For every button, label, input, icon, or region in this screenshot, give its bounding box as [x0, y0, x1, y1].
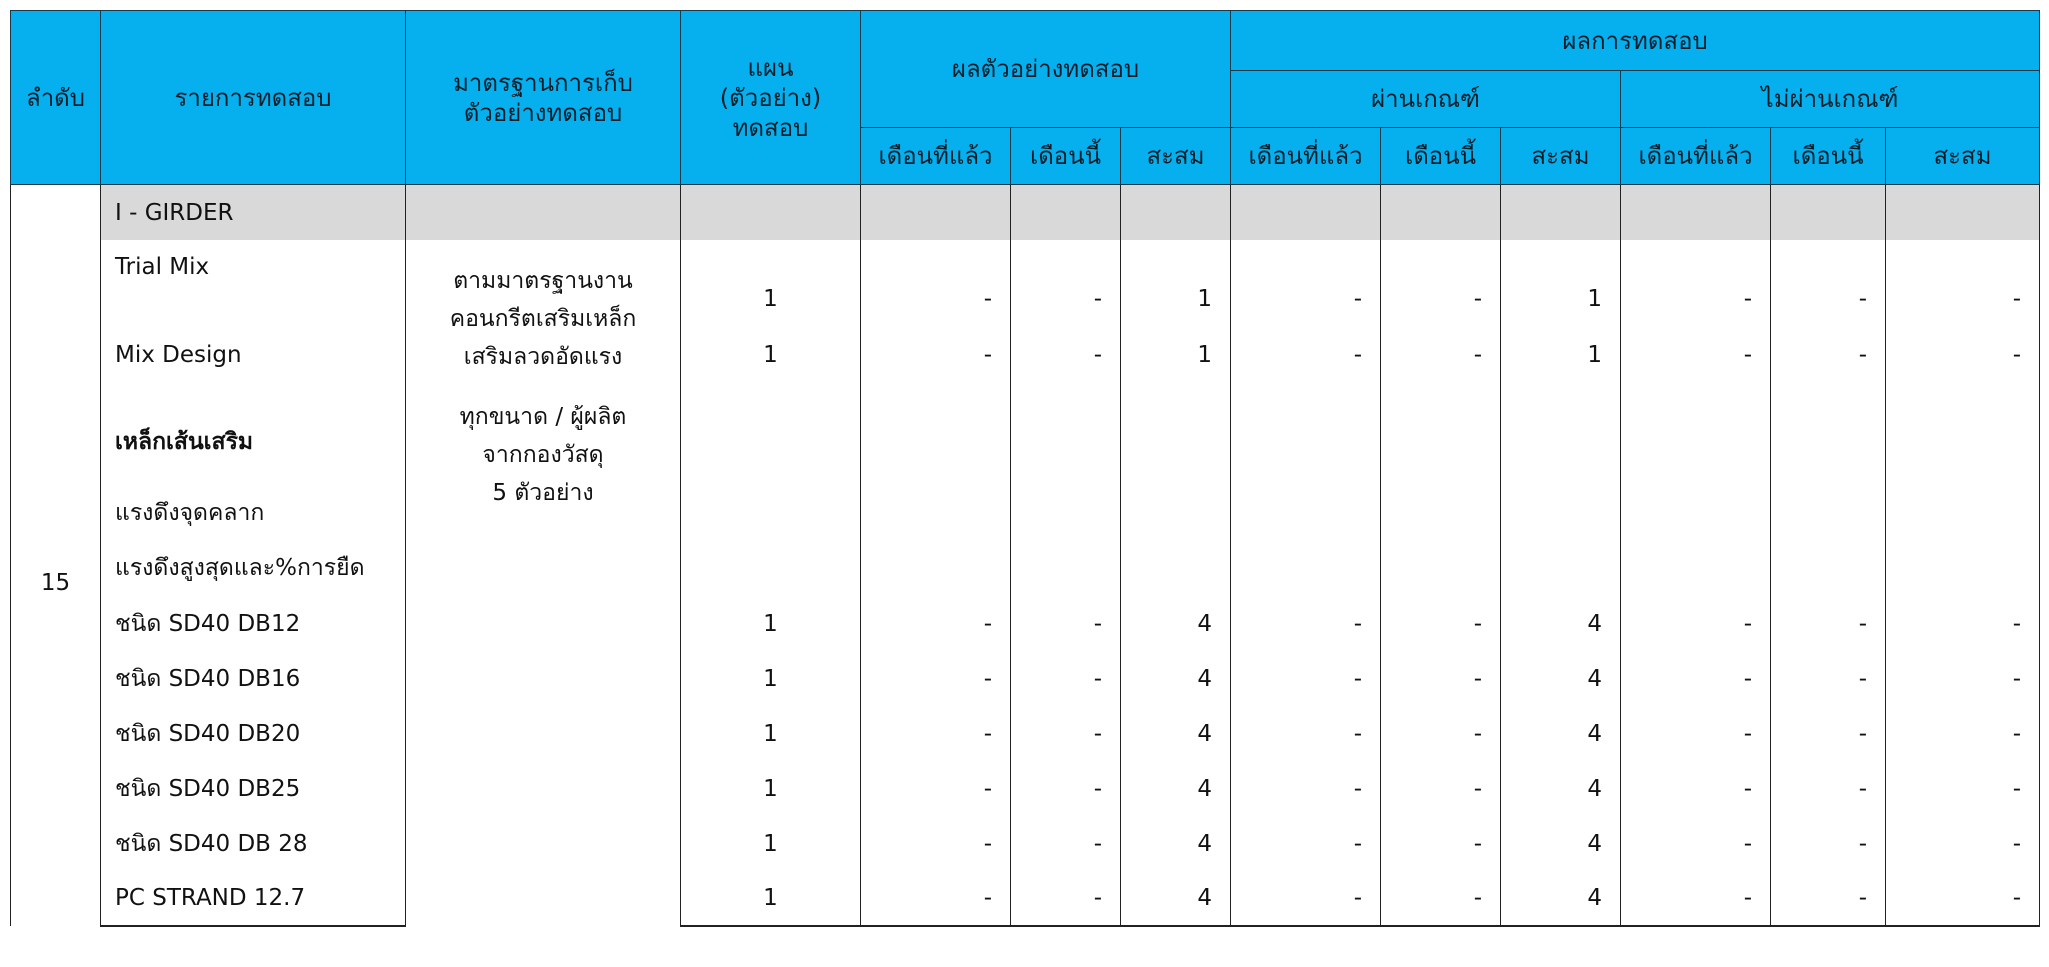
plan-value: 1 — [681, 651, 861, 706]
result-value: - — [861, 761, 1011, 816]
result-value — [1011, 540, 1121, 596]
section-row — [11, 185, 2040, 241]
sub-header-last-month: เดือนที่แล้ว — [1231, 128, 1381, 185]
result-value: - — [1011, 651, 1121, 706]
col-header-fail: ไม่ผ่านเกณฑ์ — [1621, 71, 2040, 128]
result-value: - — [1381, 240, 1501, 312]
col-header-item: รายการทดสอบ — [101, 11, 406, 185]
standard-line: เสริมลวดอัดแรง — [463, 344, 623, 370]
seq-cell-top — [11, 185, 101, 241]
result-value: - — [1886, 706, 2040, 761]
plan-header-line3: ทดสอบ — [732, 113, 809, 142]
result-value: 4 — [1121, 706, 1231, 761]
result-value: - — [1621, 706, 1771, 761]
result-value: 4 — [1121, 761, 1231, 816]
result-value — [1381, 398, 1501, 486]
plan-header-line2: (ตัวอย่าง) — [719, 83, 822, 112]
result-value: - — [1886, 761, 2040, 816]
result-value: 1 — [1501, 240, 1621, 312]
result-value — [1501, 398, 1621, 486]
plan-value: 1 — [681, 312, 861, 398]
plan-value: 1 — [681, 596, 861, 651]
item-label: ชนิด SD40 DB16 — [101, 651, 406, 706]
result-value — [1011, 486, 1121, 540]
result-value: 4 — [1121, 651, 1231, 706]
standard-line: ทุกขนาด / ผู้ผลิต — [459, 404, 627, 430]
result-value: - — [861, 706, 1011, 761]
result-value: - — [861, 312, 1011, 398]
result-value: - — [1621, 761, 1771, 816]
result-value: - — [1011, 871, 1121, 926]
standard-line: ตามมาตรฐานงาน — [453, 268, 633, 294]
result-value — [1501, 486, 1621, 540]
col-header-pass: ผ่านเกณฑ์ — [1231, 71, 1621, 128]
result-value: - — [1231, 816, 1381, 871]
plan-header-line1: แผน — [747, 53, 794, 82]
result-value: - — [1771, 816, 1886, 871]
result-value: - — [1771, 596, 1886, 651]
sub-header-this-month: เดือนนี้ — [1011, 128, 1121, 185]
result-value: - — [861, 596, 1011, 651]
result-value: - — [1886, 816, 2040, 871]
result-value: - — [1231, 871, 1381, 926]
result-value — [1771, 486, 1886, 540]
item-label: ชนิด SD40 DB 28 — [101, 816, 406, 871]
standard-header-line2: ตัวอย่างทดสอบ — [463, 98, 623, 127]
result-value — [1886, 540, 2040, 596]
table-row — [11, 540, 2040, 596]
result-value: - — [1886, 240, 2040, 312]
result-value — [1121, 540, 1231, 596]
result-value: - — [1011, 761, 1121, 816]
result-value — [1231, 540, 1381, 596]
result-value: - — [1621, 651, 1771, 706]
table-row — [11, 486, 2040, 540]
result-value — [1381, 540, 1501, 596]
item-label: PC STRAND 12.7 — [101, 871, 406, 926]
result-value: - — [1011, 596, 1121, 651]
plan-value: 1 — [681, 871, 861, 926]
standard-header-line1: มาตรฐานการเก็บ — [453, 68, 633, 97]
table-row — [11, 871, 2040, 926]
item-label: ชนิด SD40 DB12 — [101, 596, 406, 651]
result-value: - — [1886, 312, 2040, 398]
result-value — [861, 486, 1011, 540]
col-header-plan — [681, 11, 861, 185]
sub-header-cumulative: สะสม — [1886, 128, 2040, 185]
result-value: - — [1621, 240, 1771, 312]
sub-header-this-month: เดือนนี้ — [1771, 128, 1886, 185]
table-row — [11, 398, 2040, 486]
section-title: I - GIRDER — [101, 185, 406, 241]
result-value: 4 — [1501, 596, 1621, 651]
col-header-seq: ลำดับ — [11, 11, 101, 185]
result-value: 4 — [1121, 816, 1231, 871]
result-value — [1011, 398, 1121, 486]
item-label: Mix Design — [101, 312, 406, 398]
item-label: Trial Mix — [101, 240, 406, 312]
result-value — [1621, 540, 1771, 596]
result-value: - — [1011, 240, 1121, 312]
plan-value: 1 — [681, 816, 861, 871]
table-row — [11, 816, 2040, 871]
result-value — [861, 540, 1011, 596]
result-value: - — [861, 651, 1011, 706]
result-value: - — [1771, 312, 1886, 398]
table-row — [11, 312, 2040, 398]
plan-value: 1 — [681, 706, 861, 761]
result-value: - — [1231, 596, 1381, 651]
test-results-table — [10, 10, 2040, 927]
result-value: - — [1771, 240, 1886, 312]
plan-value: 1 — [681, 761, 861, 816]
result-value — [1381, 486, 1501, 540]
result-value: - — [1381, 706, 1501, 761]
result-value: - — [1771, 871, 1886, 926]
plan-value — [681, 540, 861, 596]
col-header-test-result: ผลการทดสอบ — [1231, 11, 2040, 71]
table-row — [11, 761, 2040, 816]
result-value: 4 — [1501, 761, 1621, 816]
sub-header-last-month: เดือนที่แล้ว — [1621, 128, 1771, 185]
result-value: - — [1381, 596, 1501, 651]
sub-header-cumulative: สะสม — [1121, 128, 1231, 185]
result-value: - — [861, 240, 1011, 312]
result-value: 1 — [1121, 312, 1231, 398]
item-label: แรงดึงสูงสุดและ%การยืด — [101, 540, 406, 596]
sub-header-cumulative: สะสม — [1501, 128, 1621, 185]
result-value — [1886, 486, 2040, 540]
result-value — [861, 398, 1011, 486]
result-value — [1231, 398, 1381, 486]
result-value: - — [861, 816, 1011, 871]
result-value: - — [861, 871, 1011, 926]
col-header-standard — [406, 11, 681, 185]
result-value: - — [1771, 706, 1886, 761]
result-value — [1231, 486, 1381, 540]
result-value: - — [1621, 596, 1771, 651]
result-value: 4 — [1501, 816, 1621, 871]
result-value — [1621, 398, 1771, 486]
result-value — [1501, 540, 1621, 596]
sub-header-last-month: เดือนที่แล้ว — [861, 128, 1011, 185]
result-value: - — [1231, 651, 1381, 706]
table-row — [11, 240, 2040, 312]
result-value — [1771, 540, 1886, 596]
result-value: 4 — [1121, 596, 1231, 651]
result-value: - — [1231, 312, 1381, 398]
table-row — [11, 596, 2040, 651]
result-value: 4 — [1501, 706, 1621, 761]
item-label: ชนิด SD40 DB25 — [101, 761, 406, 816]
result-value: - — [1886, 596, 2040, 651]
result-value — [1121, 486, 1231, 540]
result-value: - — [1011, 312, 1121, 398]
result-value: - — [1381, 761, 1501, 816]
seq-number: 15 — [11, 240, 101, 926]
result-value — [1771, 398, 1886, 486]
result-value: - — [1381, 651, 1501, 706]
plan-value — [681, 398, 861, 486]
result-value: - — [1771, 651, 1886, 706]
result-value: 4 — [1501, 651, 1621, 706]
item-label: เหล็กเส้นเสริม — [101, 398, 406, 486]
standard-line: จากกองวัสดุ — [482, 442, 604, 468]
result-value: - — [1231, 761, 1381, 816]
item-label: แรงดึงจุดคลาก — [101, 486, 406, 540]
standard-steel — [406, 398, 681, 926]
result-value: - — [1621, 312, 1771, 398]
result-value: - — [1231, 706, 1381, 761]
result-value — [1886, 398, 2040, 486]
result-value: - — [1886, 651, 2040, 706]
result-value: - — [1381, 312, 1501, 398]
result-value — [1621, 486, 1771, 540]
result-value: 1 — [1121, 240, 1231, 312]
result-value: - — [1771, 761, 1886, 816]
standard-concrete — [406, 240, 681, 398]
result-value: - — [1011, 816, 1121, 871]
result-value: 4 — [1501, 871, 1621, 926]
plan-value — [681, 486, 861, 540]
result-value: - — [1886, 871, 2040, 926]
table-row — [11, 706, 2040, 761]
result-value — [1121, 398, 1231, 486]
table-row — [11, 651, 2040, 706]
standard-line: คอนกรีตเสริมเหล็ก — [449, 306, 637, 332]
standard-line: 5 ตัวอย่าง — [492, 480, 594, 506]
sub-header-this-month: เดือนนี้ — [1381, 128, 1501, 185]
result-value: - — [1621, 816, 1771, 871]
result-value: 1 — [1501, 312, 1621, 398]
item-label: ชนิด SD40 DB20 — [101, 706, 406, 761]
result-value: 4 — [1121, 871, 1231, 926]
plan-value: 1 — [681, 240, 861, 312]
col-header-sample-result: ผลตัวอย่างทดสอบ — [861, 11, 1231, 128]
result-value: - — [1231, 240, 1381, 312]
result-value: - — [1621, 871, 1771, 926]
result-value: - — [1381, 816, 1501, 871]
result-value: - — [1011, 706, 1121, 761]
result-value: - — [1381, 871, 1501, 926]
